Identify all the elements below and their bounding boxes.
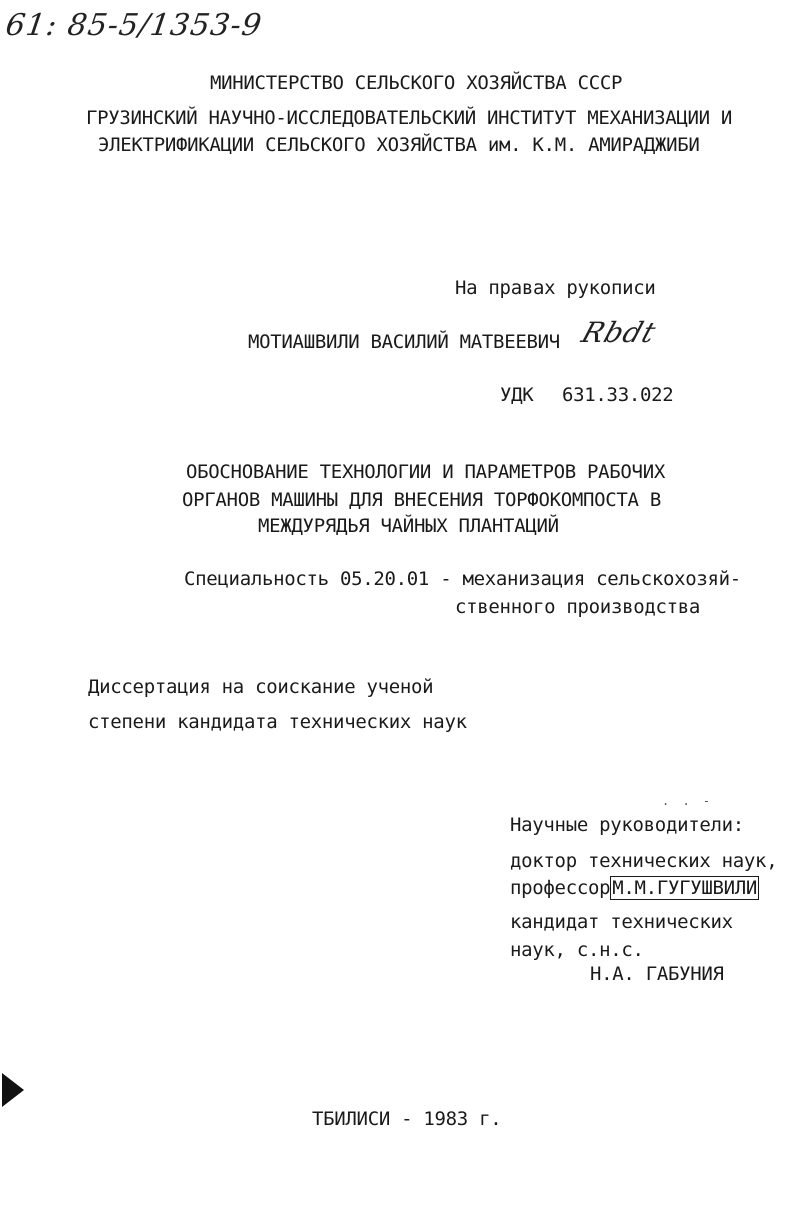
dissertation-line-1: Диссертация на соискание ученой [88, 676, 434, 698]
supervisor-1-degree: доктор технических наук, [510, 850, 778, 872]
author-signature: Rbdt [577, 316, 661, 349]
title-line-3: МЕЖДУРЯДЬЯ ЧАЙНЫХ ПЛАНТАЦИЙ [258, 515, 559, 537]
udc-label: УДК [500, 384, 534, 406]
supervisor-2-degree-1: кандидат технических [510, 911, 733, 933]
supervisor-2-name: Н.А. ГАБУНИЯ [590, 963, 724, 985]
dissertation-line-2: степени кандидата технических наук [88, 711, 467, 733]
specialty-line-1: Специальность 05.20.01 - механизация сельскохозяй- [184, 568, 741, 590]
supervisor-1-name: М.М.ГУГУШВИЛИ [612, 877, 758, 899]
supervisors-heading: Научные руководители: [510, 814, 744, 836]
title-line-2: ОРГАНОВ МАШИНЫ ДЛЯ ВНЕСЕНИЯ ТОРФОКОМПОСТА В [182, 489, 661, 511]
specialty-line-2: ственного производства [455, 596, 701, 618]
supervisor-2-degree-2: наук, с.н.с. [510, 939, 644, 961]
title-line-1: ОБОСНОВАНИЕ ТЕХНОЛОГИИ И ПАРАМЕТРОВ РАБОЧИХ [186, 461, 665, 483]
udc-code: 631.33.022 [562, 384, 674, 406]
manuscript-rights: На правах рукописи [455, 277, 656, 299]
ministry-heading: МИНИСТЕРСТВО СЕЛЬСКОГО ХОЗЯЙСТВА СССР [210, 72, 623, 94]
city-year: ТБИЛИСИ - 1983 г. [312, 1108, 502, 1130]
institute-line-2: ЭЛЕКТРИФИКАЦИИ СЕЛЬСКОГО ХОЗЯЙСТВА им. К.М. АМИРАДЖИБИ [98, 134, 700, 156]
page-edge-marker [2, 1073, 24, 1107]
scan-speck: . . - [662, 794, 714, 808]
archive-mark: 61: 85-5/1353-9 [3, 8, 265, 43]
author-name: МОТИАШВИЛИ ВАСИЛИЙ МАТВЕЕВИЧ [248, 331, 560, 353]
supervisor-1-title: профессор [510, 877, 611, 899]
institute-line-1: ГРУЗИНСКИЙ НАУЧНО-ИССЛЕДОВАТЕЛЬСКИЙ ИНСТИТУТ МЕХАНИЗАЦИИ И [86, 107, 733, 129]
supervisor-1-line [510, 876, 759, 900]
